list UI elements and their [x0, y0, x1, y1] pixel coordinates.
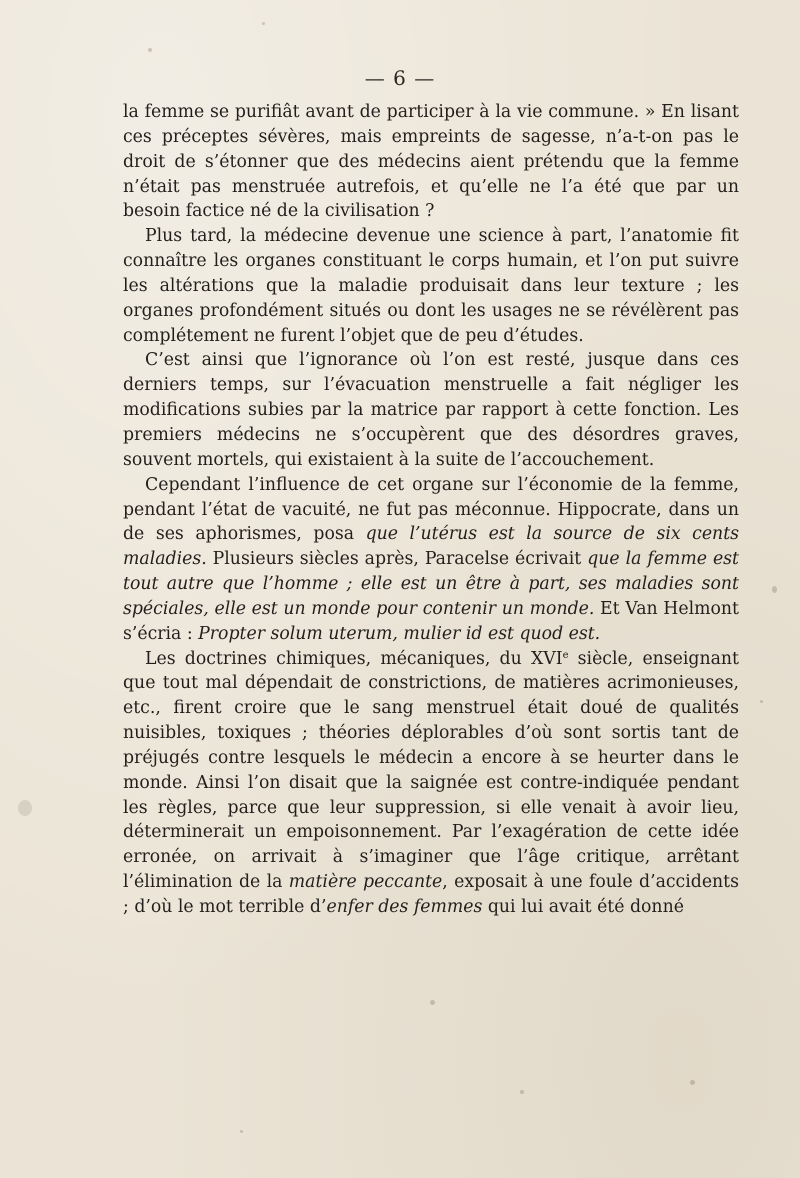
- text-run: Cependant l’influence de cet organe sur l’économie de la femme, pendant l’état de vacuité, ne fut pas méconnue. Hippocrate, dans un de ses aphorismes, posa: [123, 474, 739, 545]
- italic-text: que l’utérus est la source de six cents maladies.: [123, 524, 740, 570]
- superscript-text: e: [562, 649, 569, 661]
- paragraph: [123, 647, 739, 920]
- text-run: la femme se purifiât avant de participer à la vie commune. » En lisant ces préceptes sévères, mais empreints de sagesse, n’a-t-on pas le droit de s’étonner que des médecins aient prétendu que la femme n’était pas menstruée autrefois, et qu’elle ne l’a été que par un besoin factice né de la civilisation ?: [123, 102, 739, 222]
- page-number: — 6 —: [364, 66, 436, 90]
- text-run: Plusieurs siècles après, Paracelse écrivait: [206, 549, 588, 570]
- text-run: siècle, enseignant que tout mal dépendait de constrictions, de matières acrimonieuses, etc., firent croire que le sang menstruel était doué de qualités nuisibles, toxiques ; théories déplorables d’où sont sortis tant de préjugés contre lesquels le médecin a encore à se heurter dans le monde. Ainsi l’on disait que la saignée est contre-indiquée pendant les règles, parce que leur suppression, si elle venait à avoir lieu, déterminerait un empoisonnement. Par l’exagération de cette idée erronée, on arrivait à s’imaginer que l’âge critique, arrêtant l’élimination de la: [123, 648, 739, 893]
- italic-text: que la femme est tout autre que l’homme ; elle est un être à part, ses maladies sont spéciales, elle est un monde pour contenir un monde.: [123, 549, 739, 619]
- text-run: Et Van Helmont s’écria :: [123, 598, 739, 644]
- italic-text: matière peccante: [288, 872, 443, 893]
- text-run: Les doctrines chimiques, mécaniques, du XVI: [145, 648, 563, 669]
- text-run: C’est ainsi que l’ignorance où l’on est resté, jusque dans ces derniers temps, sur l’évacuation menstruelle a fait négliger les modifications subies par la matrice par rapport à cette fonction. Les premiers médecins ne s’occupèrent que des désordres graves, souvent mortels, qui existaient à la suite de l’accouchement.: [123, 350, 739, 470]
- text-run: , exposait à une foule d’accidents ; d’où le mot terrible d’: [123, 872, 739, 917]
- paragraph: [123, 100, 739, 224]
- paragraph: [123, 224, 739, 348]
- italic-text: enfer des femmes: [326, 897, 483, 917]
- paragraph: [123, 473, 739, 647]
- paragraph: [123, 348, 739, 472]
- body-text: [123, 100, 739, 920]
- italic-text: Propter solum uterum, mulier id est quod est.: [198, 623, 601, 644]
- text-run: qui lui avait été donné: [482, 897, 684, 917]
- text-run: Plus tard, la médecine devenue une science à part, l’anatomie fit connaître les organes constituant le corps humain, et l’on put suivre les altérations que la maladie produisait dans leur texture ; les organes profondément situés ou dont les usages ne se révélèrent pas complétement ne furent l’objet que de peu d’études.: [123, 226, 739, 346]
